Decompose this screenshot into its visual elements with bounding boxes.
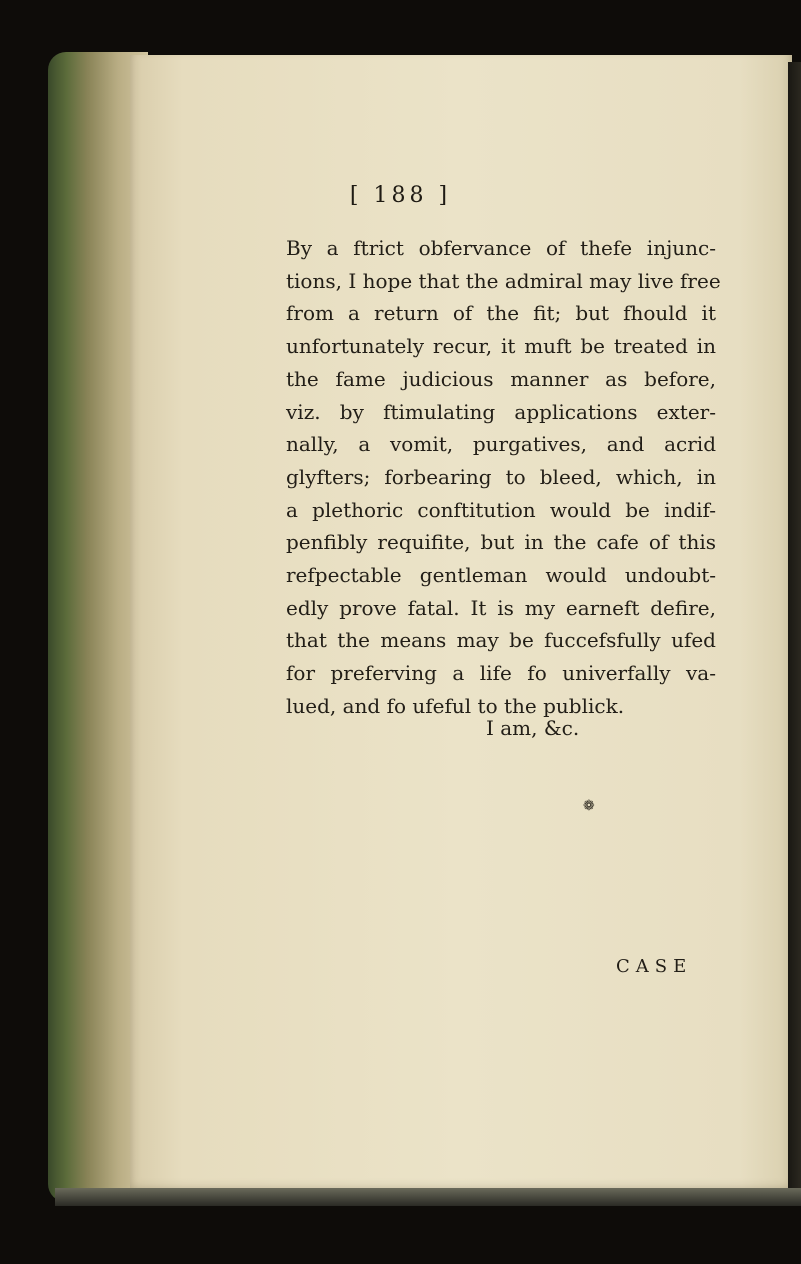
text-line: nally, a vomit, purgatives, and acrid xyxy=(286,432,716,457)
body-text xyxy=(286,232,721,723)
closing-salutation: I am, &c. xyxy=(486,716,580,740)
text-line: for preferving a life fo univerfally va- xyxy=(286,661,716,686)
text-line: unfortunately recur, it muft be treated in xyxy=(286,334,716,359)
text-line: penfibly requifite, but in the cafe of this xyxy=(286,530,716,555)
text-line: viz. by ftimulating applications exter- xyxy=(286,399,716,424)
page-edge-bottom xyxy=(55,1188,801,1206)
text-line: edly prove fatal. It is my earneft defire, xyxy=(286,595,716,620)
page-header xyxy=(0,183,801,208)
flower-ornament-icon: ❁ xyxy=(583,798,595,814)
catchword: CASE xyxy=(616,956,693,977)
text-line: from a return of the fit; but fhould it xyxy=(286,301,716,326)
text-line: glyfters; forbearing to bleed, which, in xyxy=(286,464,716,489)
text-line: that the means may be fuccefsfully ufed xyxy=(286,628,716,653)
text-line: refpectable gentleman would undoubt- xyxy=(286,563,716,588)
bracket-close: ] xyxy=(438,183,452,208)
text-line: tions, I hope that the admiral may live free xyxy=(286,268,721,293)
text-line: the fame judicious manner as before, xyxy=(286,366,716,391)
page-edge-right xyxy=(788,62,801,1192)
bracket-open: [ xyxy=(349,183,363,208)
text-line: lued, and fo ufeful to the publick. xyxy=(286,693,625,718)
text-line: By a ftrict obfervance of thefe injunc- xyxy=(286,236,716,260)
page-number: 188 xyxy=(373,183,428,208)
text-line: a plethoric conftitution would be indif- xyxy=(286,497,716,522)
